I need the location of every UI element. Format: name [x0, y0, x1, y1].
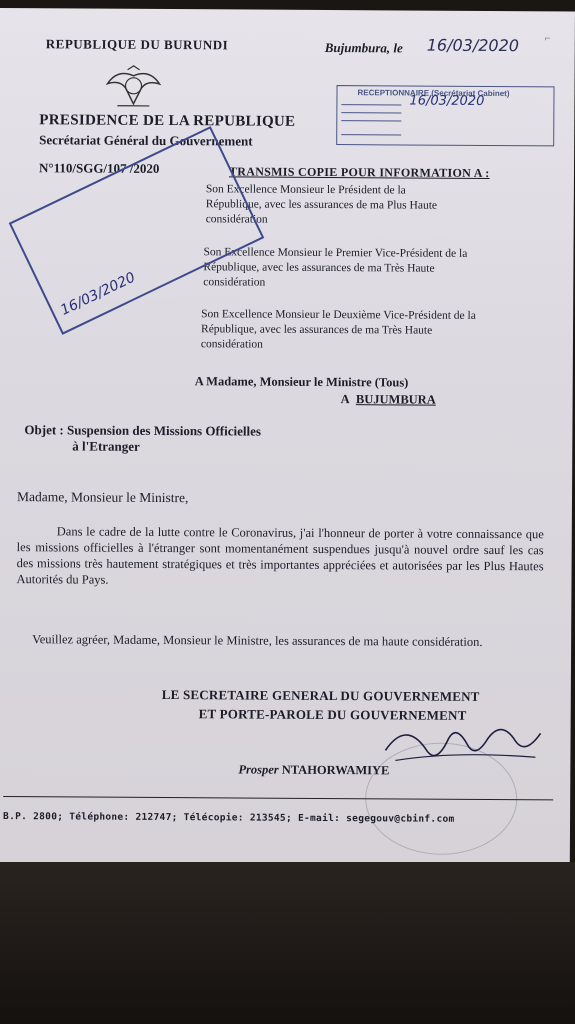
recipient-president: Son Excellence Monsieur le Président de la République, avec les assurances de ma Plus Haute considération: [205, 183, 438, 226]
salutation: Madame, Monsieur le Ministre,: [16, 489, 189, 506]
handwritten-signature-icon: [375, 710, 545, 781]
secretariat-heading: Secrétariat Général du Gouvernement: [39, 132, 253, 149]
signatory-last-name: NTAHORWAMIYE: [281, 762, 390, 778]
recipient-second-vice-president: Son Excellence Monsieur le Deuxième Vice-Président de la République, avec les assurances de ma Très Haute considération: [200, 308, 476, 351]
addressee-prefix: A: [340, 392, 350, 407]
signatory-name: [238, 762, 389, 778]
reception-stamp-title: RECEPTIONNAIRE (Secrétariat Cabinet): [357, 88, 510, 99]
stamp-line: [341, 104, 401, 105]
signatory-first-name: Prosper: [238, 762, 279, 777]
transmission-heading: TRANSMIS COPIE POUR INFORMATION A :: [228, 164, 490, 180]
handwritten-date: 16/03/2020: [426, 35, 520, 56]
corner-mark: ⌐: [544, 33, 551, 45]
republic-header: REPUBLIQUE DU BURUNDI: [45, 36, 229, 53]
letter-body: Dans le cadre de la lutte contre le Coronavirus, j'ai l'honneur de porter à votre connaissance que les missions officielles à l'étranger sont momentanément suspendues jusqu'à nouvel ordre sauf les cas des missions très hautement stratégiques et très importantes appréciées et autorisées par les Plus Hautes Autorités du Pays.: [16, 524, 544, 587]
background-surface: [0, 862, 575, 1024]
coat-of-arms-emblem-icon: [97, 64, 169, 112]
addressee-city: BUJUMBURA: [355, 392, 436, 407]
recipient-first-vice-president: Son Excellence Monsieur le Premier Vice-Président de la République, avec les assurances de ma Très Haute considération: [203, 246, 468, 289]
presidency-heading: PRESIDENCE DE LA REPUBLIQUE: [39, 112, 296, 130]
footer-contact: B.P. 2800; Téléphone: 212747; Télécopie: 213545; E-mail: segegouv@cbinf.com: [3, 811, 455, 825]
reception-handwritten-date: 16/03/2020: [409, 93, 485, 109]
signatory-title-2: ET PORTE-PAROLE DU GOUVERNEMENT: [198, 706, 467, 723]
addressee-city-line: [341, 392, 436, 408]
city-label: Bujumbura, le: [324, 39, 403, 56]
closing-formula: Veuillez agréer, Madame, Monsieur le Ministre, les assurances de ma haute considération.: [32, 632, 483, 649]
received-stamp: [9, 126, 265, 335]
stamp-line: [341, 120, 401, 121]
subject-line-cont: à l'Etranger: [72, 438, 140, 454]
received-stamp-date: 16/03/2020: [58, 269, 138, 319]
stamp-line: [341, 112, 401, 113]
signatory-title: LE SECRETAIRE GENERAL DU GOUVERNEMENT: [161, 687, 480, 704]
subject-line: Objet : Suspension des Missions Officielles: [24, 422, 262, 439]
stamp-line: [341, 134, 401, 135]
letter-page: [0, 8, 575, 866]
addressee-line: A Madame, Monsieur le Ministre (Tous): [194, 374, 409, 390]
reference-number: N°110/SGG/107 /2020: [38, 160, 160, 176]
